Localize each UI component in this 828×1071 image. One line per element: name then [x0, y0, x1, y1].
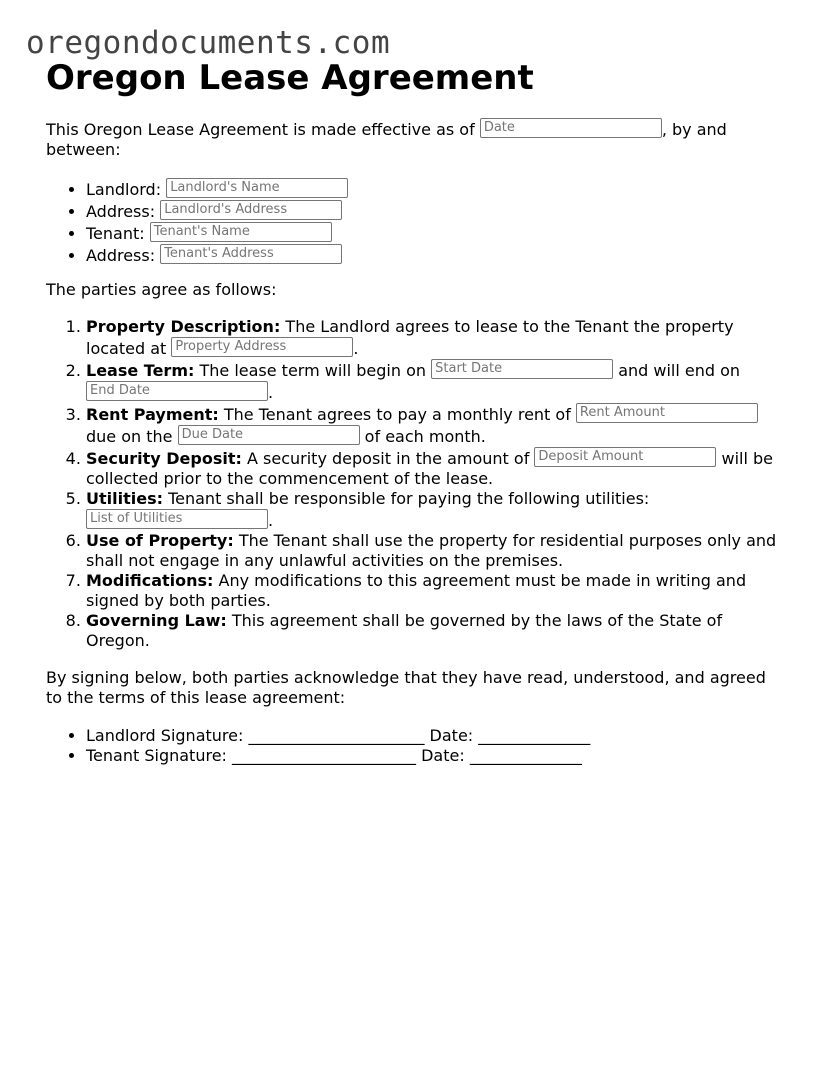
- term-heading: Lease Term:: [86, 361, 195, 380]
- intro-text-before: This Oregon Lease Agreement is made effective as of: [46, 120, 480, 139]
- term-text: The Tenant agrees to pay a monthly rent of: [218, 405, 576, 424]
- landlord-label: Landlord:: [86, 180, 167, 199]
- terms-list: [46, 317, 786, 651]
- effective-date-input[interactable]: Date: [480, 118, 662, 138]
- landlord-signature-line: • Landlord Signature: ______________________ Date: ______________: [86, 726, 786, 746]
- parties-list: [46, 178, 786, 266]
- document-page: [46, 58, 786, 766]
- term-heading: Governing Law:: [86, 611, 227, 630]
- term-heading: Utilities:: [86, 489, 163, 508]
- term-text-middle: due on the: [86, 427, 178, 446]
- term-text: The Landlord agrees to lease to the Tenant the property located at: [86, 317, 734, 358]
- list-item-tenant-address: [86, 244, 786, 266]
- utilities-input[interactable]: List of Utilities: [86, 509, 268, 529]
- term-text: Tenant shall be responsible for paying the following utilities:: [163, 489, 650, 508]
- landlord-name-input[interactable]: Landlord's Name: [166, 178, 348, 198]
- start-date-input[interactable]: Start Date: [431, 359, 613, 379]
- term-heading: Use of Property:: [86, 531, 234, 550]
- signatures-list: [46, 726, 786, 766]
- term-use: [86, 531, 786, 571]
- due-date-input[interactable]: Due Date: [178, 425, 360, 445]
- deposit-amount-input[interactable]: Deposit Amount: [534, 447, 716, 467]
- term-heading: Security Deposit:: [86, 449, 242, 468]
- document-title: Oregon Lease Agreement: [46, 58, 534, 98]
- term-text-end: will be collected prior to the commencement of the lease.: [86, 449, 774, 488]
- term-lease: [86, 359, 786, 403]
- term-deposit: [86, 447, 786, 489]
- term-text-end: .: [353, 339, 359, 358]
- tenant-signature-line: • Tenant Signature: _______________________ Date: ______________: [86, 746, 786, 766]
- signing-text: By signing below, both parties acknowledge that they have read, understood, and agreed to the terms of this lease agreement:: [46, 668, 766, 707]
- tenant-address-label: Address:: [86, 246, 161, 265]
- intro-paragraph: [46, 118, 786, 160]
- term-heading: Modifications:: [86, 571, 214, 590]
- landlord-address-input[interactable]: Landlord's Address: [160, 200, 342, 220]
- term-utilities: [86, 489, 786, 531]
- term-text: This agreement shall be governed by the laws of the State of Oregon.: [86, 611, 723, 650]
- property-address-input[interactable]: Property Address: [171, 337, 353, 357]
- term-text: The lease term will begin on: [194, 361, 432, 380]
- tenant-label: Tenant:: [86, 224, 150, 243]
- term-heading: Property Description:: [86, 317, 281, 336]
- term-rent: [86, 403, 786, 447]
- term-modifications: [86, 571, 786, 611]
- tenant-name-input[interactable]: Tenant's Name: [150, 222, 332, 242]
- list-item-landlord-address: [86, 200, 786, 222]
- term-text-end: .: [268, 511, 274, 530]
- term-law: [86, 611, 786, 651]
- term-property: [86, 317, 786, 359]
- agree-text: The parties agree as follows:: [46, 280, 277, 299]
- term-text-end: of each month.: [359, 427, 486, 446]
- intro-text-after: , by and between:: [46, 120, 727, 159]
- term-heading: Rent Payment:: [86, 405, 219, 424]
- end-date-input[interactable]: End Date: [86, 381, 268, 401]
- site-watermark: oregondocuments.com: [26, 25, 391, 61]
- landlord-address-label: Address:: [86, 202, 161, 221]
- term-text-middle: and will end on: [613, 361, 741, 380]
- term-text-end: .: [268, 383, 274, 402]
- term-text: A security deposit in the amount of: [241, 449, 535, 468]
- rent-amount-input[interactable]: Rent Amount: [576, 403, 758, 423]
- list-item-landlord: [86, 178, 786, 200]
- list-item-tenant: [86, 222, 786, 244]
- term-text: Any modifications to this agreement must be made in writing and signed by both parties.: [86, 571, 747, 610]
- tenant-address-input[interactable]: Tenant's Address: [160, 244, 342, 264]
- term-text: The Tenant shall use the property for residential purposes only and shall not engage in any unlawful activities on the premises.: [86, 531, 777, 570]
